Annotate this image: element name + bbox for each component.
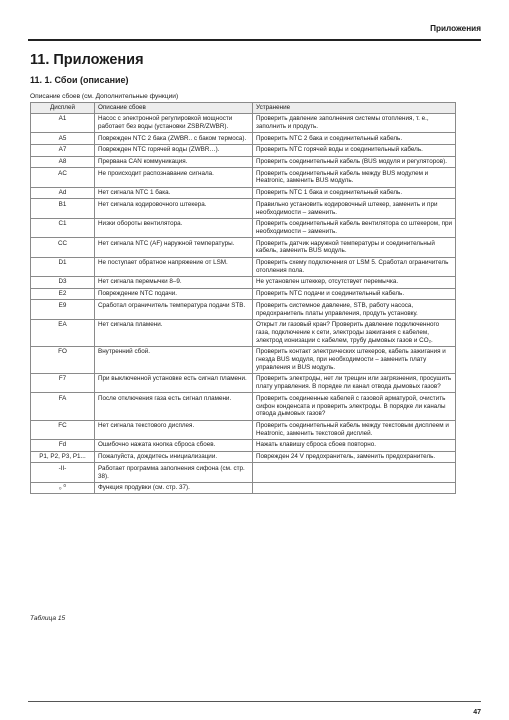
fault-description: Нет сигнала NTC (AF) наружной температуры. [95, 238, 253, 257]
fault-code: FO [31, 346, 95, 373]
header-display: Дисплей [31, 103, 95, 114]
fault-code: AC [31, 168, 95, 187]
section-name: Приложения [430, 24, 481, 33]
fault-remedy: Проверить NTC горячей воды и соединительный кабель. [253, 144, 456, 156]
fault-description: Нет сигнала кодировочного штекера. [95, 199, 253, 218]
fault-remedy: Проверить соединенные кабелей с газовой арматурой, очистить сифон конденсата и проверить электроды. В порядке ли каналы отвода дымовых газов? [253, 393, 456, 420]
fault-description: Низки обороты вентилятора. [95, 218, 253, 237]
fault-remedy: Проверить контакт электрических штекеров, кабель зажигания и гнезда BUS модуля, при необходимости – заменить плату управления и BUS модуль. [253, 346, 456, 373]
fault-description: Повреждение NTC подачи. [95, 288, 253, 300]
page-number: 47 [473, 709, 481, 716]
fault-remedy: Правильно установить кодировочный штекер, заменить и при необходимости – заменить. [253, 199, 456, 218]
fault-code: F7 [31, 373, 95, 392]
fault-description: Пожалуйста, дождитесь инициализации. [95, 451, 253, 463]
footer-rule [28, 701, 481, 702]
fault-remedy: Не установлен штеккер, отсутствует перемычка. [253, 276, 456, 288]
fault-description: После отключения газа есть сигнал пламени. [95, 393, 253, 420]
fault-code: D3 [31, 276, 95, 288]
fault-code: A8 [31, 156, 95, 168]
fault-description: Ошибочно нажата кнопка сброса сбоев. [95, 439, 253, 451]
table-row [31, 257, 456, 276]
header-description: Описание сбоев [95, 103, 253, 114]
table-row [31, 288, 456, 300]
table-row [31, 113, 456, 132]
fault-description: Нет сигнала пламени. [95, 319, 253, 346]
table-row [31, 218, 456, 237]
table-intro: Описание сбоев (см. Дополнительные функции) [30, 93, 179, 100]
table-row [31, 373, 456, 392]
fault-remedy: Проверить датчик наружной температуры и соединительный кабель, заменить BUS модуль. [253, 238, 456, 257]
table-row [31, 300, 456, 319]
fault-remedy: Проверить соединительный кабель (BUS модуля и регуляторов). [253, 156, 456, 168]
fault-remedy [253, 482, 456, 494]
table-row [31, 346, 456, 373]
fault-code: E9 [31, 300, 95, 319]
fault-description: Поврежден NTC 2 бака (ZWBR.. с баком термоса). [95, 133, 253, 145]
table-row [31, 168, 456, 187]
table-row [31, 187, 456, 199]
table-row [31, 451, 456, 463]
fault-code: E2 [31, 288, 95, 300]
fault-description: Функция продувки (см. стр. 37). [95, 482, 253, 494]
table-row [31, 393, 456, 420]
fault-description: Внутренний сбой. [95, 346, 253, 373]
fault-description: Нет сигнала NTC 1 бака. [95, 187, 253, 199]
section-title: 11. 1. Сбои (описание) [30, 75, 129, 85]
fault-description: Не поступает обратное напряжение от LSM. [95, 257, 253, 276]
header-remedy: Устранение [253, 103, 456, 114]
fault-remedy: Проверить соединительный кабель вентилятора со штекером, при необходимости – заменить. [253, 218, 456, 237]
fault-code: A7 [31, 144, 95, 156]
fault-description: Не происходит распознавание сигнала. [95, 168, 253, 187]
fault-code: -II- [31, 463, 95, 482]
fault-code: FC [31, 420, 95, 439]
fault-description: Прервана CAN коммуникация. [95, 156, 253, 168]
fault-remedy: Проверить системное давление, STB, работу насоса, предохранитель платы управления, продуть установку. [253, 300, 456, 319]
fault-description: Работает программа заполнения сифона (см. стр. 38). [95, 463, 253, 482]
fault-remedy: Проверить NTC 1 бака и соединительный кабель. [253, 187, 456, 199]
running-header [28, 24, 481, 41]
table-row [31, 276, 456, 288]
fault-code: B1 [31, 199, 95, 218]
fault-code: Ad [31, 187, 95, 199]
fault-code: A5 [31, 133, 95, 145]
table-row [31, 238, 456, 257]
fault-remedy: Проверить соединительный кабель между BUS модулем и Heatronic, заменить BUS модуль. [253, 168, 456, 187]
table-row [31, 319, 456, 346]
fault-remedy [253, 463, 456, 482]
table-header-row [31, 103, 456, 114]
fault-description: Насос с электронной регулировкой мощности работает без воды (установки ZSBR/ZWBR). [95, 113, 253, 132]
fault-code: EA [31, 319, 95, 346]
fault-code: CC [31, 238, 95, 257]
fault-remedy: Проверить NTC 2 бака и соединительный кабель. [253, 133, 456, 145]
fault-remedy: Проверить NTC подачи и соединительный кабель. [253, 288, 456, 300]
fault-code: Fd [31, 439, 95, 451]
fault-code: C1 [31, 218, 95, 237]
table-row [31, 463, 456, 482]
table-row [31, 144, 456, 156]
table-row [31, 156, 456, 168]
table-row [31, 420, 456, 439]
fault-code: ₀ ⁰ [31, 482, 95, 494]
fault-remedy: Нажать клавишу сброса сбоев повторно. [253, 439, 456, 451]
table-row [31, 482, 456, 494]
fault-remedy: Проверить давление заполнения системы отопления, т. е., заполнить и продуть. [253, 113, 456, 132]
fault-remedy: Поврежден 24 V предохранитель, заменить предохранитель. [253, 451, 456, 463]
fault-code: D1 [31, 257, 95, 276]
fault-description: Сработал ограничитель температура подачи STB. [95, 300, 253, 319]
fault-remedy: Проверить схему подключения от LSM 5. Сработал ограничитель отопления пола. [253, 257, 456, 276]
table-row [31, 199, 456, 218]
page-title: 11. Приложения [30, 52, 144, 68]
fault-code: P1, P2, P3, P1... [31, 451, 95, 463]
table-caption: Таблица 15 [30, 615, 66, 622]
fault-description: Нет сигнала текстового дисплея. [95, 420, 253, 439]
fault-remedy: Открыт ли газовый кран? Проверить давление подключенного газа, подключение к сети, электроды зажигания с кабелем, электрод ионизации с кабелем, трубу дымовых газов и CO₂. [253, 319, 456, 346]
fault-code: FA [31, 393, 95, 420]
fault-description: Поврежден NTC горячей воды (ZWBR…). [95, 144, 253, 156]
table-row [31, 439, 456, 451]
fault-description: Нет сигнала перемычки 8–9. [95, 276, 253, 288]
fault-table [30, 102, 456, 494]
fault-remedy: Проверить соединительный кабель между текстовым дисплеем и Heatronic, заменить текстовой дисплей. [253, 420, 456, 439]
fault-description: При выключенной установке есть сигнал пламени. [95, 373, 253, 392]
table-row [31, 133, 456, 145]
fault-remedy: Проверить электроды, нет ли трещин или загрязнения, просушить плату управления. В порядке ли канал отвода дымовых газов? [253, 373, 456, 392]
fault-code: A1 [31, 113, 95, 132]
